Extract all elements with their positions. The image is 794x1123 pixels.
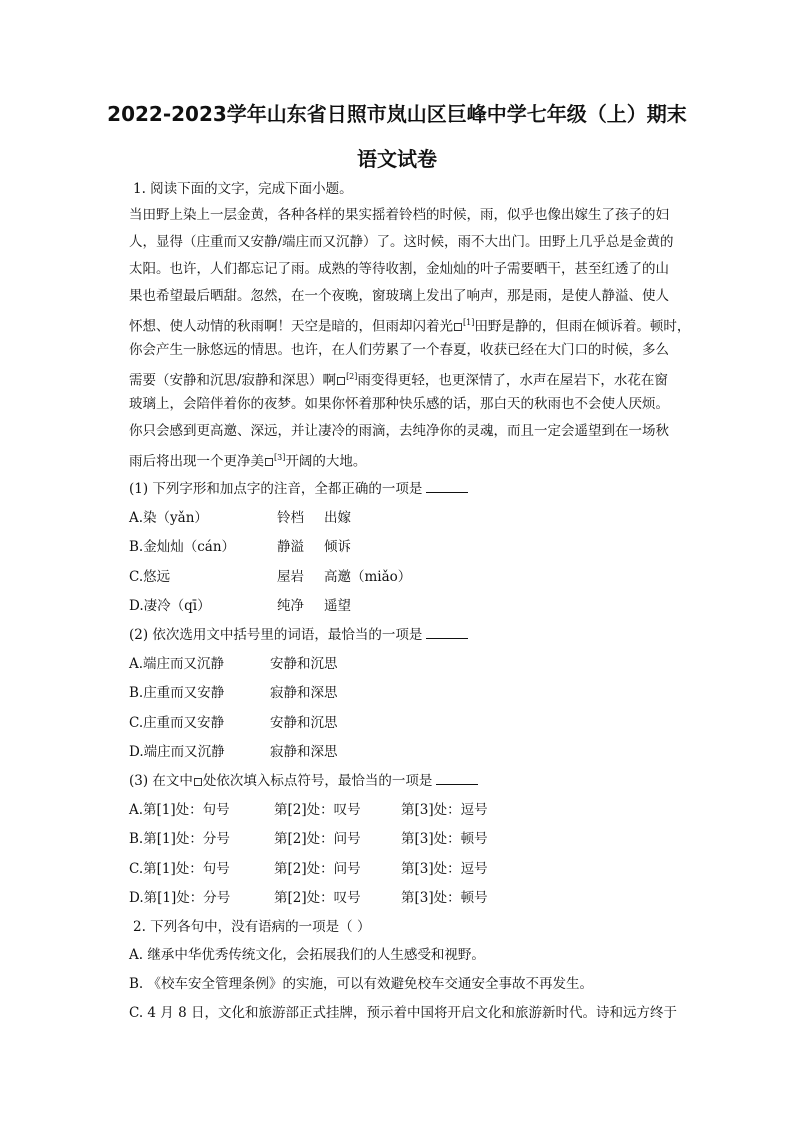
option-a-col3: 出嫁 — [324, 510, 351, 526]
passage-line: 玻璃上，会陪伴着你的夜梦。如果你怀着那种快乐感的话，那白天的秋雨也不会使人厌烦。 — [129, 396, 669, 412]
option-a-col1: A.染（yǎn） — [129, 510, 208, 526]
option-b-col2: 第[2]处：问号 — [274, 831, 361, 847]
passage-line: 果也希望最后晒甜。忽然，在一个夜晚，窗玻璃上发出了响声，那是雨，是使人静溢、使人 — [129, 288, 669, 304]
option-c-col2: 第[2]处：问号 — [274, 861, 361, 877]
option-c-col2: 安静和沉思 — [270, 715, 338, 731]
option-c-col2: 屋岩 — [277, 569, 304, 585]
mark-2: [2] — [346, 372, 358, 381]
passage-line: 当田野上染上一层金黄，各种各样的果实摇着铃档的时候，雨，似乎也像出嫁生了孩子的妇 — [129, 207, 669, 223]
option-b-col1: B.庄重而又安静 — [129, 685, 225, 701]
option-d-col1: D.第[1]处：分号 — [129, 890, 231, 906]
blank-box-icon — [194, 778, 202, 786]
passage-segment: 怀想、使人动情的秋雨啊！天空是暗的，但雨却闪着光 — [129, 318, 453, 335]
q2-option-b: B. 《校车安全管理条例》的实施，可以有效避免校车交通安全事故不再发生。 — [129, 976, 594, 992]
option-c-col1: C.庄重而又安静 — [129, 715, 225, 731]
blank-box-icon — [454, 323, 462, 331]
option-d-col2: 寂静和深思 — [270, 744, 338, 760]
subquestion-stem-text: (2) 依次选用文中括号里的词语，最恰当的一项是 — [129, 627, 423, 643]
subquestion-stem-text: 处依次填入标点符号，最恰当的一项是 — [202, 773, 433, 789]
passage-line — [129, 449, 366, 471]
question-1-stem: 1. 阅读下面的文字，完成下面小题。 — [133, 181, 353, 197]
passage-line: 人，显得（庄重而又安静/端庄而又沉静）了。这时候，雨不大出门。田野上几乎总是金黄的 — [129, 234, 674, 250]
option-d-col1: D.凄冷（qī） — [129, 598, 211, 614]
option-b-col1: B.金灿灿（cán） — [129, 539, 236, 555]
passage-line: 你会产生一脉悠远的情思。也许，在人们劳累了一个春夏，收获已经在大门口的时候，多么 — [129, 342, 669, 358]
option-c-col3: 第[3]处：逗号 — [401, 861, 488, 877]
option-a-col1: A.端庄而又沉静 — [129, 656, 225, 672]
passage-line — [129, 368, 668, 390]
exam-title-line2: 语文试卷 — [357, 147, 437, 171]
mark-3: [3] — [274, 453, 286, 462]
question-2-stem: 2. 下列各句中，没有语病的一项是（ ） — [133, 919, 371, 935]
option-a-col1: A.第[1]处：句号 — [129, 802, 230, 818]
answer-blank[interactable] — [426, 480, 468, 493]
option-d-col3: 第[3]处：顿号 — [401, 890, 488, 906]
answer-blank[interactable] — [426, 626, 468, 639]
option-a-col2: 安静和沉思 — [270, 656, 338, 672]
option-d-col3: 遥望 — [324, 598, 351, 614]
option-a-col2: 铃档 — [277, 510, 304, 526]
option-b-col3: 倾诉 — [324, 539, 351, 555]
subquestion-stem-text: (1) 下列字形和加点字的注音，全都正确的一项是 — [129, 481, 423, 497]
answer-blank[interactable] — [436, 772, 478, 785]
mark-1: [1] — [463, 318, 475, 327]
option-a-col2: 第[2]处：叹号 — [274, 802, 361, 818]
option-b-col1: B.第[1]处：分号 — [129, 831, 230, 847]
subquestion-1-stem — [129, 480, 468, 498]
q2-option-a: A. 继承中华优秀传统文化，会拓展我们的人生感受和视野。 — [129, 947, 485, 963]
subquestion-3-stem — [129, 772, 478, 790]
passage-line: 你只会感到更高邀、深远，并让凄冷的雨滴，去纯净你的灵魂，而且一定会遥望到在一场秋 — [129, 423, 669, 439]
passage-segment: 雨后将出现一个更净美 — [129, 453, 264, 470]
passage-segment: 雨变得更轻，也更深情了，水声在屋岩下，水花在窗 — [357, 372, 668, 389]
option-c-col3: 高邀（miǎo） — [324, 569, 412, 585]
passage-segment: 田野是静的，但雨在倾诉着。顿时， — [474, 318, 691, 335]
passage-line — [129, 314, 690, 336]
passage-segment: 需要（安静和沉思/寂静和深思）啊 — [129, 372, 337, 389]
exam-title-line1: 2022-2023学年山东省日照市岚山区巨峰中学七年级（上）期末 — [107, 102, 687, 126]
option-c-col1: C.悠远 — [129, 569, 171, 585]
blank-box-icon — [337, 377, 345, 385]
q2-option-c: C. 4 月 8 日，文化和旅游部正式挂牌，预示着中国将开启文化和旅游新时代。诗和远方终于 — [129, 1005, 677, 1021]
option-d-col2: 纯净 — [277, 598, 304, 614]
option-b-col2: 寂静和深思 — [270, 685, 338, 701]
subquestion-stem-text: (3) 在文中 — [129, 773, 193, 789]
option-d-col1: D.端庄而又沉静 — [129, 744, 225, 760]
option-d-col2: 第[2]处：叹号 — [274, 890, 361, 906]
option-b-col3: 第[3]处：顿号 — [401, 831, 488, 847]
subquestion-2-stem — [129, 626, 468, 644]
option-b-col2: 静溢 — [277, 539, 304, 555]
passage-segment: 开阔的大地。 — [285, 453, 367, 470]
passage-line: 太阳。也许，人们都忘记了雨。成熟的等待收割，金灿灿的叶子需要晒干，甚至红透了的山 — [129, 261, 669, 277]
option-c-col1: C.第[1]处：句号 — [129, 861, 230, 877]
blank-box-icon — [265, 458, 273, 466]
option-a-col3: 第[3]处：逗号 — [401, 802, 488, 818]
